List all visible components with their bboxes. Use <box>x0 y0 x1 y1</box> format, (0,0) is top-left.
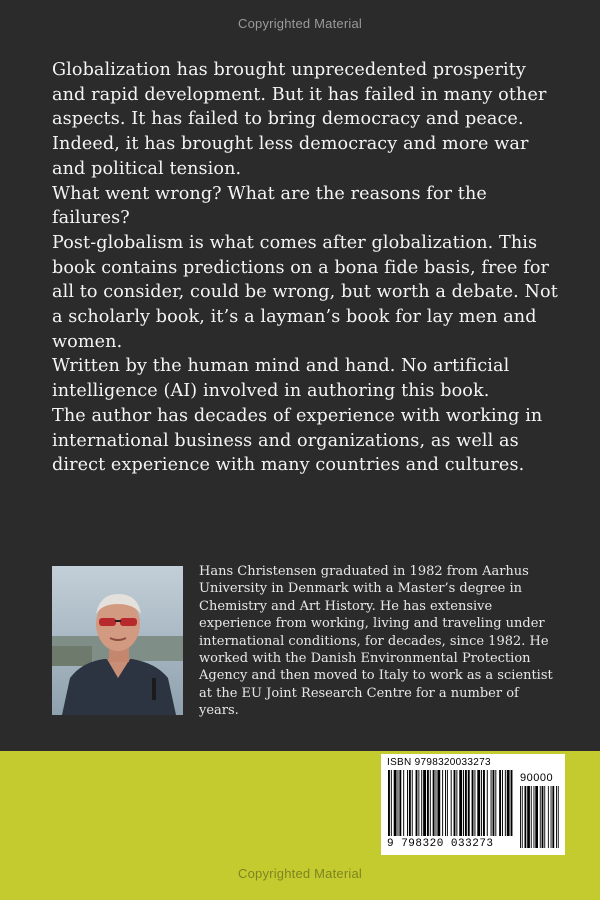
watermark-bottom: Copyrighted Material <box>238 866 362 881</box>
barcode-bar <box>399 770 401 836</box>
author-photo <box>52 566 183 715</box>
barcode-bar <box>407 770 408 836</box>
barcode-bar <box>493 770 495 836</box>
barcode-bar <box>433 770 435 836</box>
barcode-bar <box>481 770 482 836</box>
price-code: 90000 <box>520 772 554 784</box>
addon-bar <box>556 786 557 848</box>
barcode-bar <box>463 770 464 836</box>
blurb-paragraph: Written by the human mind and hand. No artificial intelligence (AI) involved in authoring this book. <box>52 356 510 402</box>
barcode-bar <box>454 770 456 836</box>
blurb-paragraph: The author has decades of experience with working in international business and organizations, as well as direct experience with many countries and cultures. <box>52 405 543 476</box>
addon-bar <box>542 786 544 848</box>
barcode-bar <box>502 770 503 836</box>
barcode-bar <box>427 770 429 836</box>
addon-bar <box>558 786 559 848</box>
barcode-bar <box>423 770 426 836</box>
barcode-bar <box>491 770 492 836</box>
barcode-bar <box>398 770 399 836</box>
barcode-bar <box>505 770 506 836</box>
barcode-bar <box>499 770 501 836</box>
addon-bar <box>531 786 532 848</box>
barcode-bar <box>403 770 404 836</box>
addon-bar <box>548 786 549 848</box>
barcode-bar <box>412 770 413 836</box>
addon-bar <box>544 786 545 848</box>
barcode-bar <box>391 770 392 836</box>
blurb-paragraph: Globalization has brought unprecedented prosperity and rapid development. But it has failed in many other aspects. It has failed to bring democracy and peace. Indeed, it has brought less democracy and more war and political tension. <box>52 60 547 179</box>
addon-bar <box>520 786 521 848</box>
back-cover-blurb <box>52 58 562 478</box>
barcode-bar <box>483 770 485 836</box>
barcode-bar <box>468 770 470 836</box>
barcode-bar <box>421 770 422 836</box>
addon-bar <box>525 786 527 848</box>
barcode-box <box>381 754 565 855</box>
barcode-bar <box>436 770 437 836</box>
isbn-label: ISBN 9798320033273 <box>387 757 491 768</box>
barcode-bar <box>474 770 475 836</box>
barcode-bar <box>430 770 431 836</box>
barcode-bar <box>507 770 510 836</box>
barcode-bar <box>416 770 418 836</box>
addon-bar <box>522 786 523 848</box>
barcode-bar <box>409 770 411 836</box>
barcode-bar <box>459 770 462 836</box>
barcode-bar <box>487 770 488 836</box>
barcode-bar <box>437 770 440 836</box>
barcode-bar <box>447 770 448 836</box>
watermark-top: Copyrighted Material <box>238 16 362 31</box>
barcode-bar <box>495 770 496 836</box>
barcode-bar <box>394 770 397 836</box>
addon-bar <box>534 786 535 848</box>
barcode-bar <box>451 770 452 836</box>
addon-bar <box>540 786 541 848</box>
barcode-bar <box>465 770 467 836</box>
barcode-bar <box>477 770 480 836</box>
addon-bar <box>535 786 538 848</box>
addon-bar <box>552 786 554 848</box>
blurb-paragraph: Post-globalism is what comes after globalization. This book contains predictions on a bona fide basis, free for all to consider, could be wrong, but worth a debate. Not a scholarly book, it’s a layman’s book for lay men and women. <box>52 232 558 352</box>
barcode-bar <box>388 770 390 836</box>
barcode-bar <box>445 770 446 836</box>
addon-bar <box>527 786 530 848</box>
barcode-bar <box>456 770 457 836</box>
blurb-paragraph: What went wrong? What are the reasons for the failures? <box>52 183 487 229</box>
author-bio: Hans Christensen graduated in 1982 from Aarhus University in Denmark with a Master’s degree in Chemistry and Art History. He has extensive experience from working, living and traveling under international conditions, for decades, since 1982. He worked with the Danish Environmental Protection Agency and then moved to Italy to work as a scientist at the EU Joint Research Centre for a number of years. <box>199 564 553 719</box>
barcode-bar <box>418 770 419 836</box>
barcode-bar <box>472 770 474 836</box>
author-portrait <box>52 566 183 715</box>
addon-bar <box>551 786 552 848</box>
ean-digits: 9 798320 033273 <box>387 838 494 850</box>
barcode-bar <box>442 770 443 836</box>
barcode-bar <box>511 770 513 836</box>
